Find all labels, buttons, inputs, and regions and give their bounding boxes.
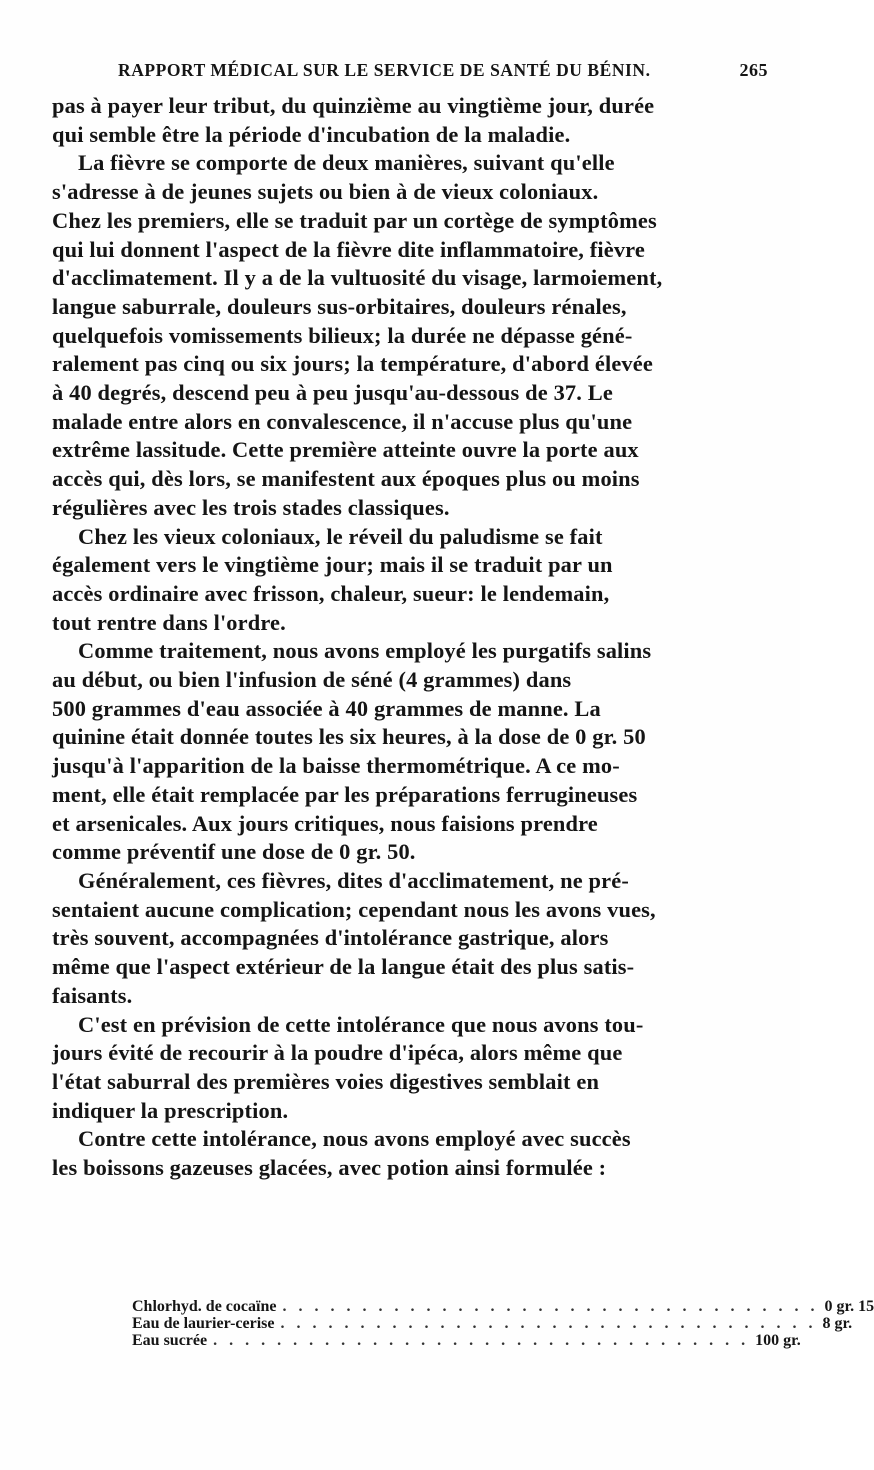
running-head: RAPPORT MÉDICAL SUR LE SERVICE DE SANTÉ DU BÉNIN. bbox=[118, 60, 651, 80]
paragraph-old-colonials: Chez les vieux coloniaux, le réveil du paludisme se fait également vers le vingtième jour; mais il se traduit par un accès ordinaire avec frisson, chaleur, sueur: le lendemain, tout rentre dans l'ordre. bbox=[52, 523, 613, 635]
formula-row bbox=[132, 1315, 853, 1332]
ingredient-quantity: 8 gr. bbox=[822, 1315, 853, 1332]
paragraph-fever-manners: La fièvre se comporte de deux manières, suivant qu'elle s'adresse à de jeunes sujets ou bien à de vieux coloniaux. Chez les premiers, elle se traduit par un cortège de symptômes qui lui donnent l'aspect de la fièvre dite inflammatoire, fièvre d'acclimatement. Il y a de la vultuosité du visage, larmoiement, langue saburrale, douleurs sus-orbitaires, douleurs rénales, quelquefois vomissements bilieux; la durée ne dépasse géné- ralement pas cinq ou six jours; la température, d'abord élevée à 40 degrés, descend peu à peu jusqu'au-dessous de 37. Le malade entre alors en convalescence, il n'accuse plus qu'une extrême lassitude. Cette première atteinte ouvre la porte aux accès qui, dès lors, se manifestent aux époques plus ou moins régulières avec les trois stades classiques. bbox=[52, 150, 663, 520]
leader-dots: . . . . . . . . . . . . . . . . . . . . . . . . . . . . . . . . . . bbox=[280, 1315, 817, 1332]
ingredient-quantity: 0 gr. 15 bbox=[824, 1298, 874, 1315]
formula-row bbox=[132, 1298, 874, 1315]
prescription-formula bbox=[132, 1298, 874, 1349]
paragraph-complications: Généralement, ces fièvres, dites d'acclimatement, ne pré- sentaient aucune complication; cependant nous les avons vues, très souvent, accompagnées d'intolérance gastrique, alors même que l'aspect extérieur de la langue était des plus satis- faisants. bbox=[52, 867, 656, 1008]
leader-dots: . . . . . . . . . . . . . . . . . . . . . . . . . . . . . . . . . . bbox=[213, 1332, 750, 1349]
ingredient-name: Eau de laurier-cerise bbox=[132, 1315, 275, 1332]
ingredient-name: Eau sucrée bbox=[132, 1332, 208, 1349]
paragraph-treatment: Comme traitement, nous avons employé les purgatifs salins au début, ou bien l'infusion de séné (4 grammes) dans 500 grammes d'eau associée à 40 grammes de manne. La quinine était donnée toutes les six heures, à la dose de 0 gr. 50 jusqu'à l'apparition de la baisse thermométrique. A ce mo- ment, elle était remplacée par les préparations ferrugineuses et arsenicales. Aux jours critiques, nous faisions prendre comme préventif une dose de 0 gr. 50. bbox=[52, 638, 652, 865]
paragraph-incubation: pas à payer leur tribut, du quinzième au vingtième jour, durée qui semble être la période d'incubation de la maladie. bbox=[52, 93, 655, 147]
paragraph-beverages: Contre cette intolérance, nous avons employé avec succès les boissons gazeuses glacées, avec potion ainsi formulée : bbox=[52, 1126, 631, 1181]
leader-dots: . . . . . . . . . . . . . . . . . . . . . . . . . . . . . . . . . . bbox=[282, 1298, 819, 1315]
paragraph-ipeca: C'est en prévision de cette intolérance que nous avons tou- jours évité de recourir à la poudre d'ipéca, alors même que l'état saburral des premières voies digestives semblait en indiquer la prescription. bbox=[52, 1011, 644, 1123]
formula-row bbox=[132, 1332, 801, 1349]
body-text bbox=[52, 92, 758, 1183]
ingredient-name: Chlorhyd. de cocaïne bbox=[132, 1298, 277, 1315]
ingredient-quantity: 100 gr. bbox=[755, 1332, 801, 1349]
page-header bbox=[52, 56, 772, 84]
page-number: 265 bbox=[739, 60, 768, 80]
